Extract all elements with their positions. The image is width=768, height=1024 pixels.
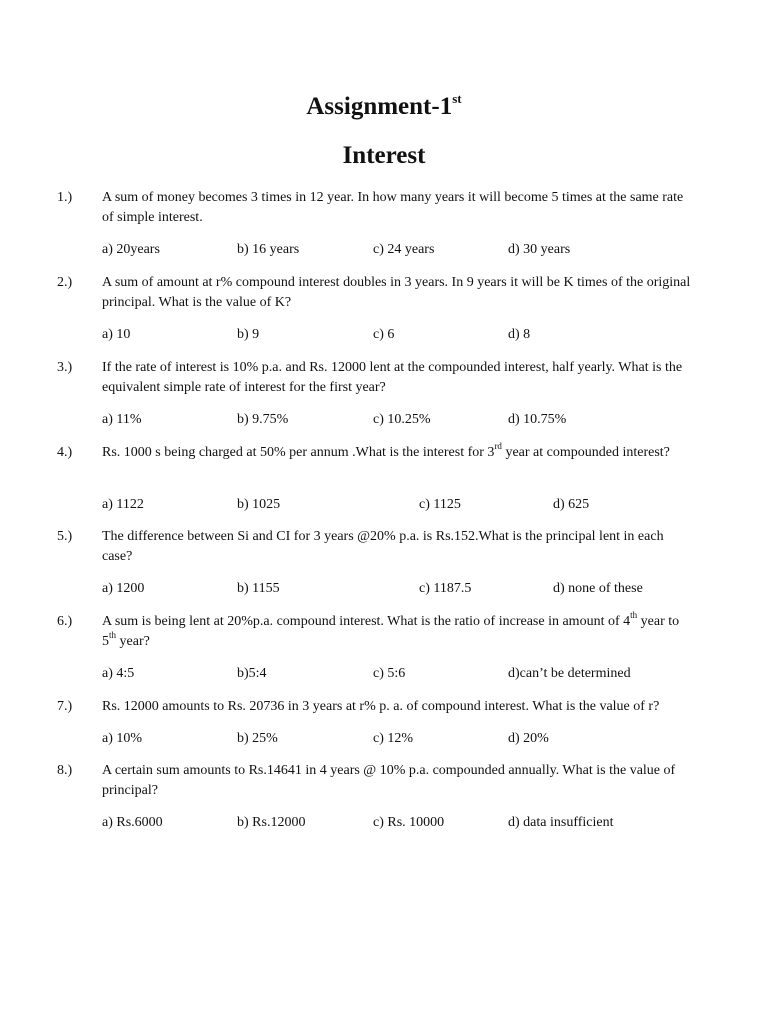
question-text-part: Rs. 1000 s being charged at 50% per annum .What is the interest for 3	[102, 445, 495, 460]
option-d: d) 10.75%	[508, 412, 567, 427]
question-text-part: year to 5	[102, 614, 680, 649]
page-subtitle: Interest	[342, 142, 426, 169]
option-a: a) 11%	[102, 412, 142, 427]
question-text: If the rate of interest is 10% p.a. and Rs. 12000 lent at the compounded interest, half yearly. What is the equivalent simple rate of interest for the first year?	[102, 360, 683, 395]
page-title-superscript: st	[452, 90, 462, 106]
option-a: a) 1200	[102, 581, 145, 596]
question-number: 6.)	[57, 614, 73, 629]
option-c: c) 5:6	[373, 666, 406, 681]
option-b: b) 1025	[237, 497, 281, 512]
option-a: a) 10%	[102, 731, 143, 746]
ordinal-superscript: th	[630, 610, 638, 621]
option-c: c) 1187.5	[419, 581, 472, 596]
option-d: d) 8	[508, 327, 531, 342]
question-text: A certain sum amounts to Rs.14641 in 4 years @ 10% p.a. compounded annually. What is the value of principal?	[102, 763, 676, 798]
option-b: b)5:4	[237, 666, 267, 681]
question-text	[102, 443, 694, 463]
option-d: d) 20%	[508, 731, 549, 746]
question-text-part: year at compounded interest?	[501, 445, 670, 460]
ordinal-superscript: rd	[494, 441, 502, 452]
option-c: c) 6	[373, 327, 395, 342]
option-d: d)can’t be determined	[508, 666, 631, 681]
question-text: Rs. 12000 amounts to Rs. 20736 in 3 years at r% p. a. of compound interest. What is the value of r?	[102, 699, 660, 714]
question-number: 1.)	[57, 190, 73, 205]
ordinal-superscript: th	[109, 629, 117, 640]
option-d: d) 30 years	[508, 242, 571, 257]
option-b: b) 25%	[237, 731, 278, 746]
option-a: a) 1122	[102, 497, 144, 512]
question-text	[102, 612, 694, 651]
option-c: c) 12%	[373, 731, 414, 746]
question-number: 7.)	[57, 699, 73, 714]
option-d: d) none of these	[553, 581, 643, 596]
question-number: 4.)	[57, 445, 73, 460]
page-title-text: Assignment-1	[306, 93, 453, 120]
option-c: c) 24 years	[373, 242, 435, 257]
option-b: b) 16 years	[237, 242, 300, 257]
question-number: 8.)	[57, 763, 73, 778]
question-number: 5.)	[57, 529, 73, 544]
question-number: 2.)	[57, 275, 73, 290]
question-text-part: year?	[116, 633, 150, 649]
option-c: c) 10.25%	[373, 412, 431, 427]
option-d: d) 625	[553, 497, 590, 512]
option-b: b) 1155	[237, 581, 280, 596]
page-title	[0, 90, 768, 121]
option-b: b) 9.75%	[237, 412, 289, 427]
question-number: 3.)	[57, 360, 73, 375]
option-c: c) 1125	[419, 497, 461, 512]
option-a: a) Rs.6000	[102, 815, 163, 830]
question-text: A sum of money becomes 3 times in 12 year. In how many years it will become 5 times at the same rate of simple interest.	[102, 190, 684, 225]
option-a: a) 20years	[102, 242, 160, 257]
option-b: b) 9	[237, 327, 260, 342]
question-text: The difference between Si and CI for 3 years @20% p.a. is Rs.152.What is the principal lent in each case?	[102, 529, 664, 564]
option-d: d) data insufficient	[508, 815, 614, 830]
option-a: a) 10	[102, 327, 131, 342]
question-text: A sum of amount at r% compound interest doubles in 3 years. In 9 years it will be K times of the original principal. What is the value of K?	[102, 275, 691, 310]
option-c: c) Rs. 10000	[373, 815, 445, 830]
option-b: b) Rs.12000	[237, 815, 306, 830]
option-a: a) 4:5	[102, 666, 135, 681]
question-text-part: A sum is being lent at 20%p.a. compound interest. What is the ratio of increase in amount of 4	[102, 614, 631, 629]
